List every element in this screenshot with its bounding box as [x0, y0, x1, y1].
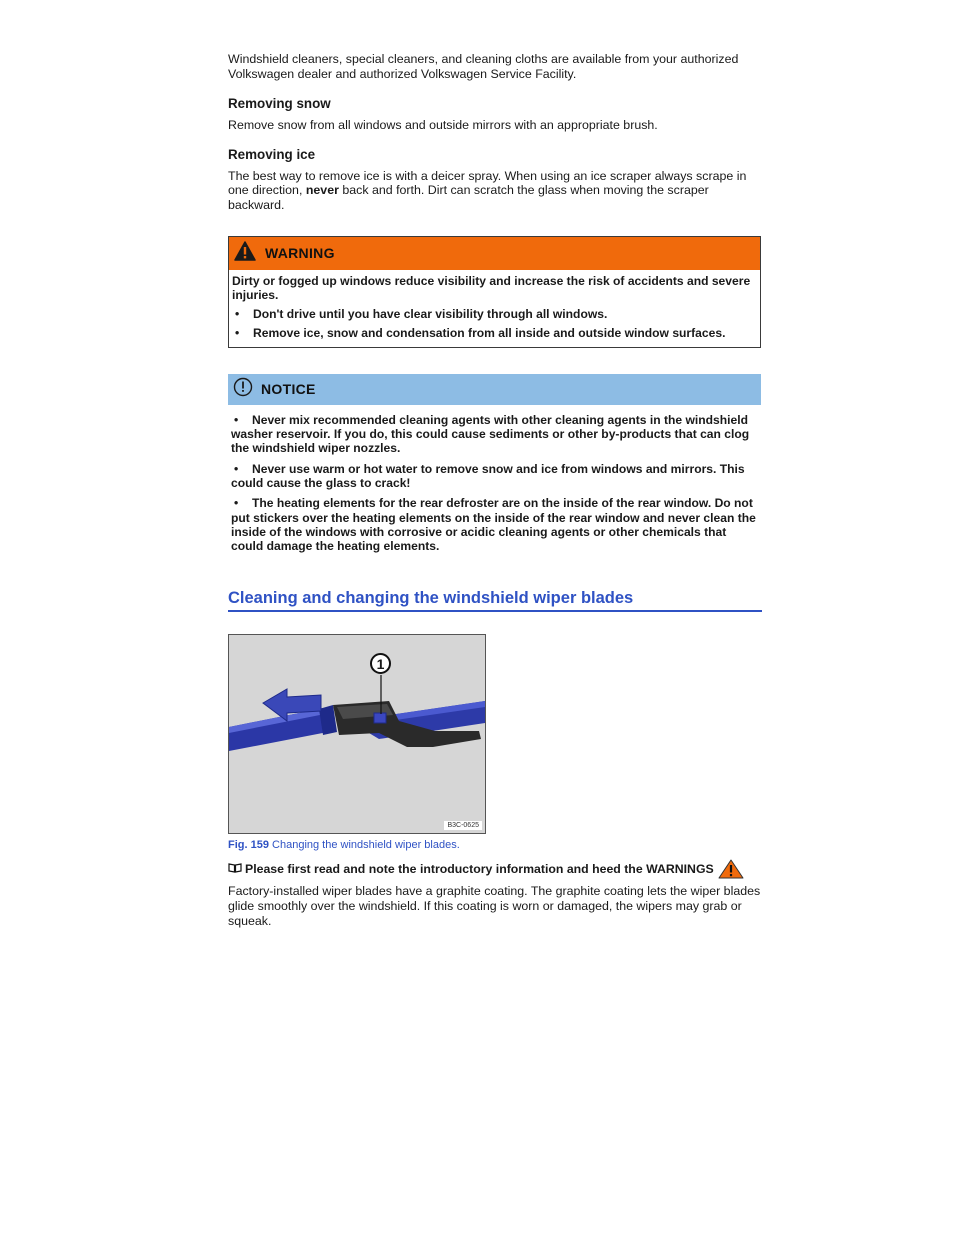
notice-header [228, 374, 761, 405]
heading-removing-snow: Removing snow [228, 96, 331, 112]
warning-body [229, 270, 760, 347]
warning-bullet [232, 307, 757, 321]
section-title-text: Cleaning and changing the windshield wiper blades [228, 589, 634, 608]
ice-text-emphasis: never [305, 183, 339, 198]
warning-title: WARNING [265, 245, 335, 262]
ice-text-before: The best way to remove ice is with a deicer spray. When using an ice scraper always scrape in one direction, [228, 168, 747, 198]
document-content [228, 52, 761, 928]
section-heading [228, 589, 762, 612]
warning-bullet-text: Remove ice, snow and condensation from all inside and outside window surfaces. [253, 326, 726, 341]
bullet-dot-icon: • [234, 496, 239, 511]
book-icon [228, 862, 242, 876]
warning-bullet [232, 326, 757, 340]
notice-bullet [231, 462, 758, 491]
notice-bullet-text: Never use warm or hot water to remove snow and ice from windows and mirrors. This could cause the glass to crack! [231, 461, 745, 490]
ice-text-after: back and forth. Dirt can scratch the glass when moving the scraper backward. [228, 183, 709, 212]
bullet-dot-icon: • [234, 412, 239, 427]
notice-bullet-text: The heating elements for the rear defroster are on the inside of the rear window. Do not put stickers over the heating elements on the inside of the rear window and never clean the inside of the windows with corrosive or acidic cleaning agents or other chemicals that could damage the heating elements. [231, 496, 756, 554]
figure-caption [228, 839, 761, 851]
warning-box [228, 236, 761, 348]
notice-bullet [231, 413, 758, 456]
figure-code: B3C-0625 [444, 821, 482, 830]
snow-paragraph: Remove snow from all windows and outside mirrors with an appropriate brush. [228, 118, 658, 133]
ice-paragraph [228, 169, 761, 213]
notice-box [228, 374, 761, 554]
intro-paragraph: Windshield cleaners, special cleaners, and cleaning cloths are available from your authorized Volkswagen dealer and authorized Volkswagen Service Facility. [228, 52, 739, 81]
bullet-dot-icon: • [235, 307, 240, 322]
figure-caption-label: Fig. 159 [228, 839, 269, 852]
notice-bullet [231, 496, 758, 553]
final-paragraph: Factory-installed wiper blades have a graphite coating. The graphite coating lets the wiper blades glide smoothly over the windshield. If this coating is worn or damaged, the wipers may grab or squeak. [228, 884, 761, 928]
notice-bullet-text: Never mix recommended cleaning agents with other cleaning agents in the windshield washer reservoir. If you do, this could cause sediments or other by-products that can clog the windshield wiper nozzles. [231, 412, 750, 456]
wiper-blade-figure [228, 634, 486, 834]
exclamation-circle-icon [233, 377, 253, 402]
callout-1-label: 1 [376, 655, 385, 672]
warning-triangle-icon [234, 241, 256, 266]
read-note-text: Please first read and note the introductory information and heed the WARNINGS [245, 862, 714, 877]
warning-bullet-text: Don't drive until you have clear visibility through all windows. [253, 307, 608, 322]
notice-body [228, 405, 761, 554]
notice-title: NOTICE [261, 381, 316, 398]
read-note [228, 859, 761, 879]
bullet-dot-icon: • [235, 326, 240, 341]
warning-header [229, 237, 760, 270]
wiper-illustration [229, 635, 485, 833]
warning-lead: Dirty or fogged up windows reduce visibility and increase the risk of accidents and severe injuries. [232, 273, 751, 302]
bullet-dot-icon: • [234, 461, 239, 476]
figure-caption-text: Changing the windshield wiper blades. [272, 839, 460, 852]
heading-removing-ice: Removing ice [228, 146, 316, 162]
warning-triangle-icon [718, 859, 744, 879]
